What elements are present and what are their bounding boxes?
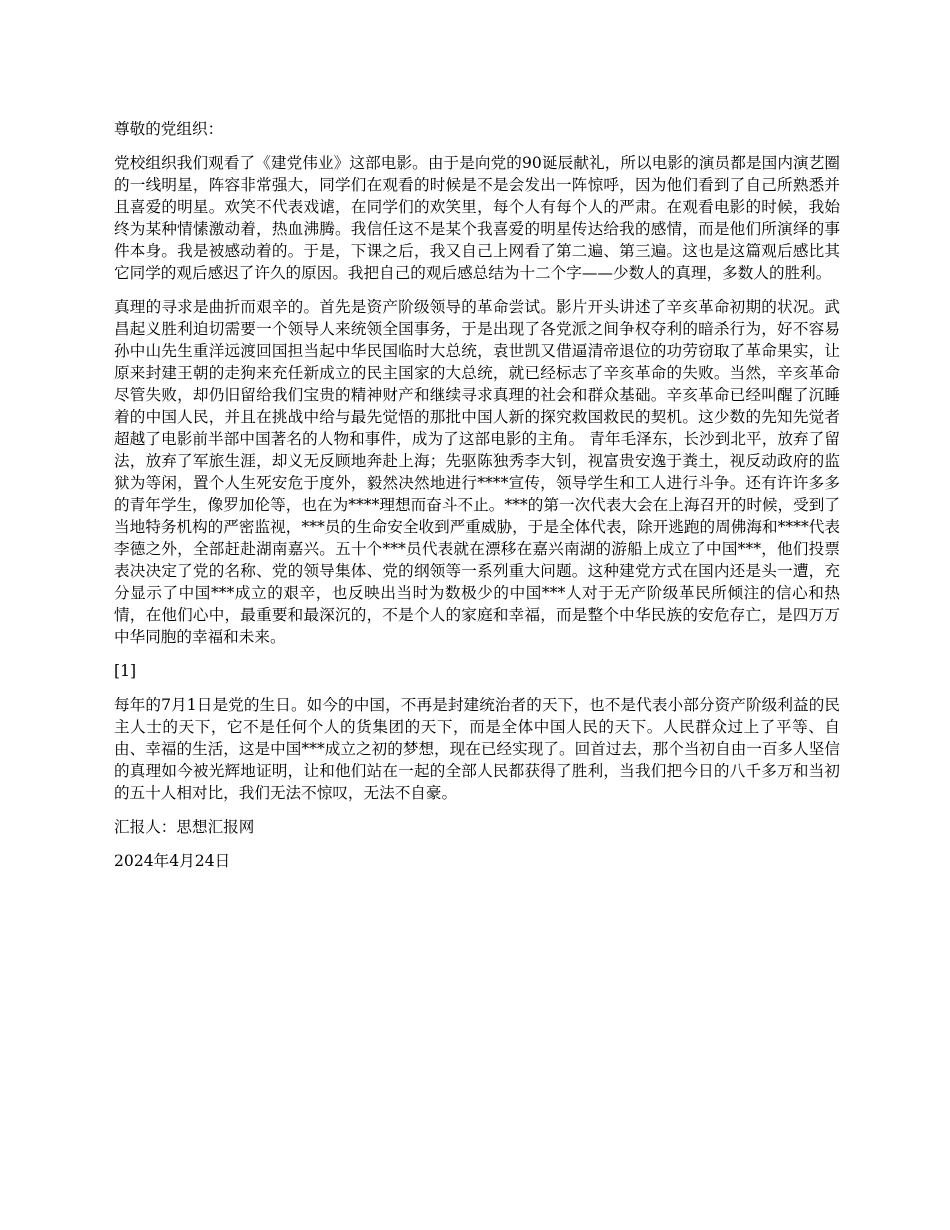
paragraph-conclusion: 每年的7月1日是党的生日。如今的中国，不再是封建统治者的天下，也不是代表小部分资产阶级利益的民主人士的天下，它不是任何个人的货集团的天下，而是全体中国人民的天下。人民群众过上了平等、自由、幸福的生活，这是中国***成立之初的梦想，现在已经实现了。回首过去，那个当初自由一百多人坚信的真理如今被光辉地证明，让和他们站在一起的全部人民都获得了胜利，当我们把今日的八千多万和当初的五十人相对比，我们无法不惊叹，无法不自豪。 [114,696,840,802]
paragraph-history: 真理的寻求是曲折而艰辛的。首先是资产阶级领导的革命尝试。影片开头讲述了辛亥革命初期的状况。武昌起义胜利迫切需要一个领导人来统领全国事务，于是出现了各党派之间争权夺利的暗杀行为，好不容易孙中山先生重洋远渡回国担当起中华民国临时大总统，袁世凯又借逼清帝退位的功劳窃取了革命果实，让原来封建王朝的走狗来充任新成立的民主国家的大总统，就已经标志了辛亥革命的失败。当然，辛亥革命尽管失败，却仍旧留给我们宝贵的精神财产和继续寻求真理的社会和群众基础。辛亥革命已经叫醒了沉睡着的中国人民，并且在挑战中给与最先觉悟的那批中国人新的探究救国救民的契机。这少数的先知先觉者超越了电影前半部中国著名的人物和事件，成为了这部电影的主角。 青年毛泽东，长沙到北平，放弃了留法，放弃了军旅生涯，却义无反顾地奔赴上海；先驱陈独秀李大钊，视富贵安逸于粪土，视反动政府的监狱为等闲，置个人生死安危于度外，毅然决然地进行****宣传，领导学生和工人进行斗争。还有许许多多的青年学生，像罗加伦等，也在为****理想而奋斗不止。***的第一次代表大会在上海召开的时候，受到了当地特务机构的严密监视，***员的生命安全收到严重威胁，于是全体代表，除开逃跑的周佛海和****代表李德之外，全部赶赴湖南嘉兴。五十个***员代表就在漂移在嘉兴南湖的游船上成立了中国***，他们投票表决决定了党的名称、党的领导集体、党的纲领等一系列重大问题。这种建党方式在国内还是头一遭，充分显示了中国***成立的艰辛，也反映出当时为数极少的中国***人对于无产阶级革民所倾注的信心和热情，在他们心中，最重要和最深沉的，不是个人的家庭和幸福，而是整个中华民族的安危存亡，是四万万中华同胞的幸福和未来。 [114,298,840,646]
reference-marker: [1] [114,662,137,680]
date-line: 2024年4月24日 [114,852,231,870]
document-body [114,118,840,884]
paragraph-intro: 党校组织我们观看了《建党伟业》这部电影。由于是向党的90诞辰献礼，所以电影的演员都是国内演艺圈的一线明星，阵容非常强大，同学们在观看的时候是不是会发出一阵惊呼，因为他们看到了自己所熟悉并且喜爱的明星。欢笑不代表戏谑，在同学们的欢笑里，每个人有每个人的严肃。在观看电影的时候，我始终为某种情愫激动着，热血沸腾。我信任这不是某个我喜爱的明星传达给我的感情，而是他们所演绎的事件本身。我是被感动着的。于是，下课之后，我又自己上网看了第二遍、第三遍。这也是这篇观后感比其它同学的观后感迟了许久的原因。我把自己的观后感总结为十二个字——少数人的真理，多数人的胜利。 [114,154,840,282]
reporter-line: 汇报人：思想汇报网 [114,818,255,836]
salutation: 尊敬的党组织： [114,120,224,138]
